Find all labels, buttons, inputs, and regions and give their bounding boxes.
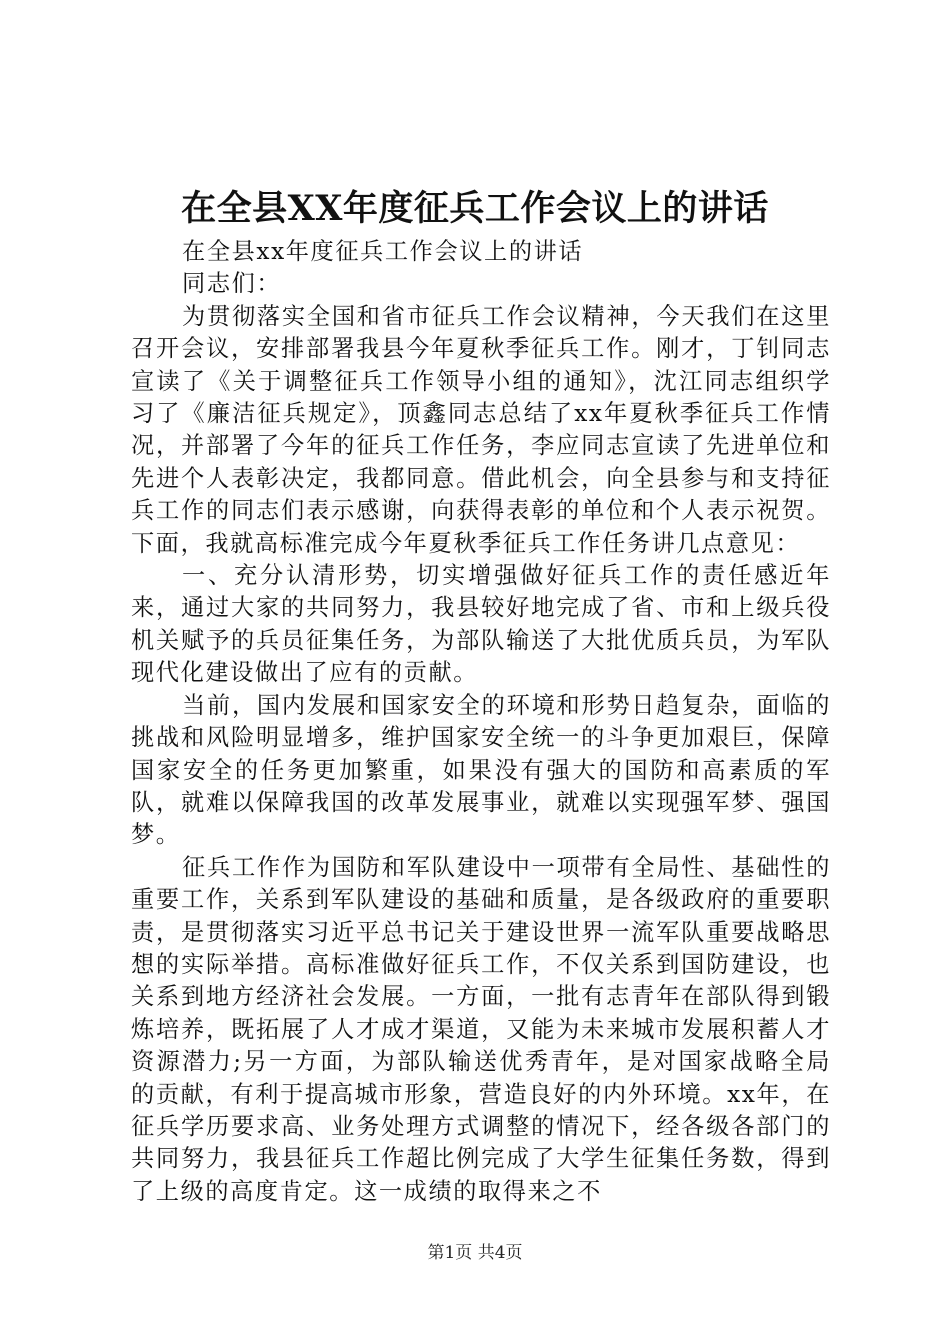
paragraph-salutation: 同志们： (182, 270, 282, 298)
paragraph-current-situation: 当前，国内发展和国家安全的环境和形势日趋复杂，面临的挑战和风险明显增多，维护国家安全统一的斗争更加艰巨，保障国家安全的任务更加繁重，如果没有强大的国防和高素质的军队，就难以保障我国的改革发展事业，就难以实现强军梦、强国梦。 (131, 691, 831, 849)
document-title: 在全县XX年度征兵工作会议上的讲话 (181, 188, 769, 229)
paragraph-section-one: 一、充分认清形势，切实增强做好征兵工作的责任感近年来，通过大家的共同努力，我县较好地完成了省、市和上级兵役机关赋予的兵员征集任务，为部队输送了大批优质兵员，为军队现代化建设做出了应有的贡献。 (131, 562, 831, 687)
page-footer: 第1页 共4页 (427, 1243, 523, 1263)
paragraph-importance: 征兵工作作为国防和军队建设中一项带有全局性、基础性的重要工作，关系到军队建设的基础和质量，是各级政府的重要职责，是贯彻落实习近平总书记关于建设世界一流军队重要战略思想的实际举措。高标准做好征兵工作，不仅关系到国防建设，也关系到地方经济社会发展。一方面，一批有志青年在部队得到锻炼培养，既拓展了人才成才渠道，又能为未来城市发展积蓄人才资源潜力;另一方面，为部队输送优秀青年，是对国家战略全局的贡献，有利于提高城市形象，营造良好的内外环境。xx年，在征兵学历要求高、业务处理方式调整的情况下，经各级各部门的共同努力，我县征兵工作超比例完成了大学生征集任务数，得到了上级的高度肯定。这一成绩的取得来之不 (131, 853, 831, 1205)
paragraph-intro: 为贯彻落实全国和省市征兵工作会议精神，今天我们在这里召开会议，安排部署我县今年夏秋季征兵工作。刚才，丁钊同志宣读了《关于调整征兵工作领导小组的通知》，沈江同志组织学习了《廉洁征兵规定》，顶鑫同志总结了xx年夏秋季征兵工作情况，并部署了今年的征兵工作任务，李应同志宣读了先进单位和先进个人表彰决定，我都同意。借此机会，向全县参与和支持征兵工作的同志们表示感谢，向获得表彰的单位和个人表示祝贺。下面，我就高标准完成今年夏秋季征兵工作任务讲几点意见： (131, 302, 831, 557)
paragraph-subtitle: 在全县xx年度征兵工作会议上的讲话 (182, 238, 584, 265)
document-body (131, 236, 831, 1208)
